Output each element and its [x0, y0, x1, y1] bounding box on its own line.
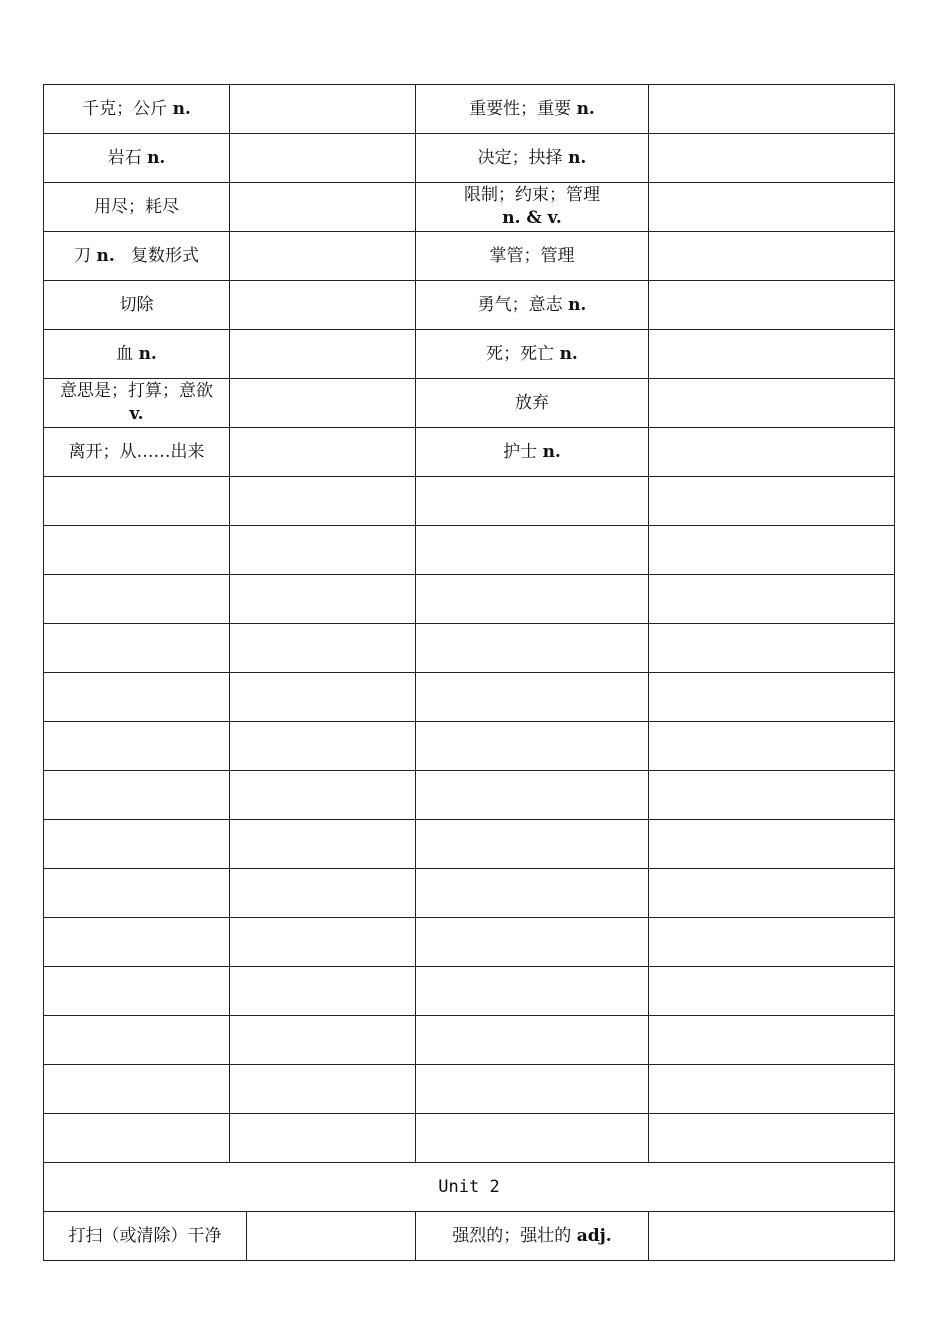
blank-cell[interactable] [44, 771, 230, 820]
blank-cell[interactable] [230, 918, 416, 967]
blank-cell[interactable] [416, 1114, 649, 1163]
blank-cell[interactable] [44, 624, 230, 673]
blank-cell[interactable] [416, 477, 649, 526]
blank-row [44, 1114, 895, 1163]
blank-cell[interactable] [44, 967, 230, 1016]
blank-cell[interactable] [44, 1016, 230, 1065]
chinese-cell: 离开；从……出来 [44, 428, 230, 477]
blank-cell[interactable] [416, 722, 649, 771]
blank-row [44, 477, 895, 526]
answer-cell[interactable] [230, 232, 416, 281]
blank-cell[interactable] [649, 820, 895, 869]
vocabulary-worksheet [43, 84, 894, 1261]
chinese-cell: 放弃 [416, 379, 649, 428]
blank-cell[interactable] [416, 967, 649, 1016]
chinese-cell: 重要性；重要 n. [416, 85, 649, 134]
blank-cell[interactable] [416, 624, 649, 673]
chinese-cell: 决定；抉择 n. [416, 134, 649, 183]
blank-cell[interactable] [44, 673, 230, 722]
answer-cell[interactable] [649, 379, 895, 428]
blank-cell[interactable] [416, 526, 649, 575]
chinese-cell: 死；死亡 n. [416, 330, 649, 379]
blank-cell[interactable] [649, 575, 895, 624]
answer-cell[interactable] [230, 428, 416, 477]
blank-cell[interactable] [44, 722, 230, 771]
answer-cell[interactable] [230, 379, 416, 428]
blank-row [44, 526, 895, 575]
answer-cell[interactable] [649, 183, 895, 232]
blank-row [44, 918, 895, 967]
blank-cell[interactable] [44, 820, 230, 869]
blank-cell[interactable] [416, 1016, 649, 1065]
blank-cell[interactable] [44, 575, 230, 624]
blank-row [44, 1065, 895, 1114]
answer-cell[interactable] [649, 134, 895, 183]
blank-row [44, 624, 895, 673]
chinese-cell: 打扫（或清除）干净 [44, 1212, 247, 1261]
blank-cell[interactable] [416, 575, 649, 624]
blank-cell[interactable] [649, 918, 895, 967]
blank-row [44, 1016, 895, 1065]
blank-cell[interactable] [649, 526, 895, 575]
blank-cell[interactable] [416, 869, 649, 918]
blank-row [44, 820, 895, 869]
blank-cell[interactable] [44, 918, 230, 967]
blank-cell[interactable] [416, 820, 649, 869]
answer-cell[interactable] [649, 330, 895, 379]
chinese-cell: 强烈的；强壮的 adj. [416, 1212, 649, 1261]
table-row [44, 183, 895, 232]
chinese-cell: 岩石 n. [44, 134, 230, 183]
chinese-cell: 护士 n. [416, 428, 649, 477]
chinese-cell: 血 n. [44, 330, 230, 379]
blank-cell[interactable] [230, 624, 416, 673]
chinese-cell: 切除 [44, 281, 230, 330]
blank-row [44, 575, 895, 624]
blank-row [44, 869, 895, 918]
blank-cell[interactable] [230, 575, 416, 624]
answer-cell[interactable] [649, 428, 895, 477]
blank-cell[interactable] [44, 477, 230, 526]
table-row [44, 428, 895, 477]
blank-cell[interactable] [230, 673, 416, 722]
table-row [44, 379, 895, 428]
blank-cell[interactable] [230, 1065, 416, 1114]
vocabulary-table [43, 84, 895, 1212]
table-row [44, 232, 895, 281]
unit2-table [43, 1211, 895, 1261]
answer-cell[interactable] [247, 1212, 416, 1261]
blank-cell[interactable] [44, 869, 230, 918]
table-row [44, 330, 895, 379]
chinese-cell: 用尽；耗尽 [44, 183, 230, 232]
chinese-cell: 勇气；意志 n. [416, 281, 649, 330]
chinese-cell: 意思是；打算；意欲 v. [44, 379, 230, 428]
answer-cell[interactable] [649, 281, 895, 330]
answer-cell[interactable] [649, 85, 895, 134]
blank-cell[interactable] [230, 1016, 416, 1065]
blank-cell[interactable] [416, 673, 649, 722]
blank-cell[interactable] [649, 673, 895, 722]
blank-cell[interactable] [649, 722, 895, 771]
blank-row [44, 771, 895, 820]
blank-cell[interactable] [230, 869, 416, 918]
answer-cell[interactable] [230, 85, 416, 134]
blank-cell[interactable] [230, 477, 416, 526]
blank-row [44, 673, 895, 722]
chinese-cell: 千克；公斤 n. [44, 85, 230, 134]
blank-cell[interactable] [416, 1065, 649, 1114]
table-row [44, 1212, 895, 1261]
blank-cell[interactable] [230, 771, 416, 820]
table-row [44, 85, 895, 134]
answer-cell[interactable] [230, 134, 416, 183]
blank-cell[interactable] [230, 967, 416, 1016]
blank-cell[interactable] [649, 869, 895, 918]
answer-cell[interactable] [230, 183, 416, 232]
blank-cell[interactable] [649, 624, 895, 673]
blank-cell[interactable] [649, 1016, 895, 1065]
blank-cell[interactable] [649, 967, 895, 1016]
table-row [44, 281, 895, 330]
table-row [44, 134, 895, 183]
answer-cell[interactable] [230, 330, 416, 379]
blank-cell[interactable] [649, 477, 895, 526]
chinese-cell: 刀 n. 复数形式 [44, 232, 230, 281]
blank-cell[interactable] [230, 1114, 416, 1163]
answer-cell[interactable] [230, 281, 416, 330]
answer-cell[interactable] [649, 1212, 895, 1261]
unit-heading: Unit 2 [44, 1163, 895, 1212]
blank-cell[interactable] [230, 526, 416, 575]
blank-cell[interactable] [416, 771, 649, 820]
blank-cell[interactable] [649, 1114, 895, 1163]
blank-row [44, 722, 895, 771]
blank-cell[interactable] [44, 1065, 230, 1114]
blank-cell[interactable] [649, 1065, 895, 1114]
chinese-cell: 掌管；管理 [416, 232, 649, 281]
blank-cell[interactable] [649, 771, 895, 820]
blank-cell[interactable] [416, 918, 649, 967]
blank-cell[interactable] [44, 526, 230, 575]
chinese-cell: 限制；约束；管理 n. & v. [416, 183, 649, 232]
answer-cell[interactable] [649, 232, 895, 281]
blank-cell[interactable] [230, 820, 416, 869]
unit-heading-row [44, 1163, 895, 1212]
blank-row [44, 967, 895, 1016]
blank-cell[interactable] [230, 722, 416, 771]
blank-cell[interactable] [44, 1114, 230, 1163]
